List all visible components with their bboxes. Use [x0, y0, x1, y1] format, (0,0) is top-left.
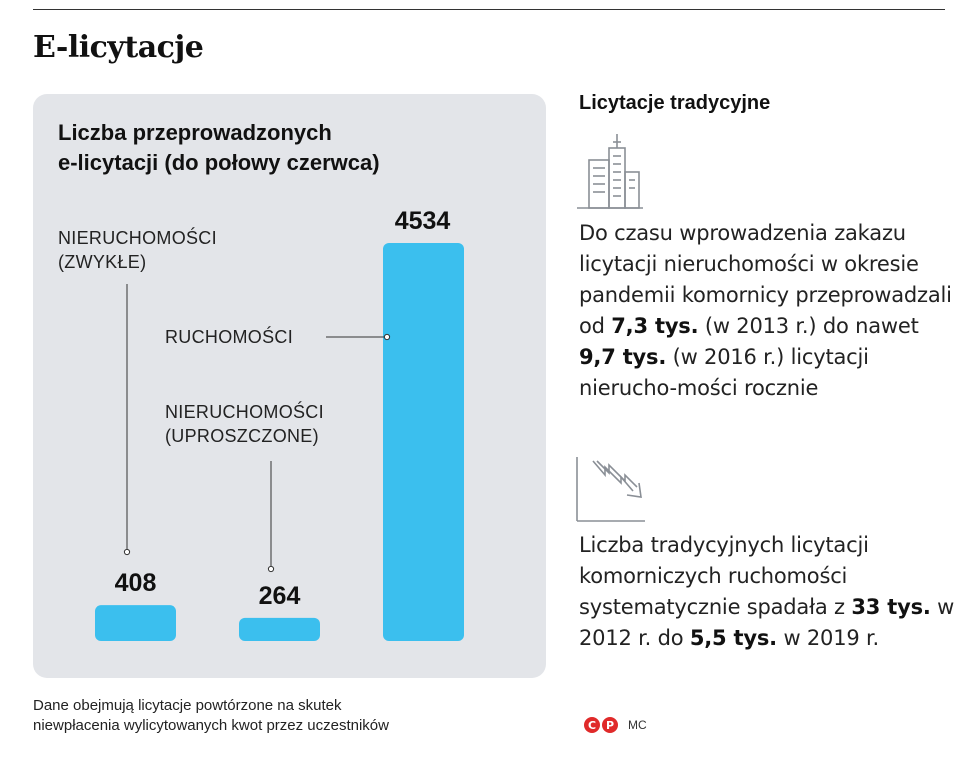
copyright-c-icon: C: [584, 717, 600, 733]
leader-dot: [268, 566, 273, 571]
value-label: 408: [114, 569, 157, 598]
text: Liczba tradycyjnych licytacji komorniczych ruchomości systematycznie spadała z: [579, 533, 869, 619]
footnote: [33, 696, 553, 736]
value-label: 264: [258, 581, 301, 610]
value-label: 4534: [394, 207, 451, 235]
highlight-value: 9,7 tys.: [579, 345, 667, 369]
label-line: RUCHOMOŚCI: [165, 327, 293, 347]
leader-dot: [384, 334, 389, 339]
author-initials: MC: [628, 718, 647, 732]
label-line: NIERUCHOMOŚCI: [58, 228, 217, 248]
chart-title-line1: Liczba przeprowadzonych: [58, 120, 332, 145]
label-line: (UPROSZCZONE): [165, 426, 319, 446]
highlight-value: 5,5 tys.: [689, 626, 777, 650]
bar: [383, 243, 464, 641]
section-title: Licytacje tradycyjne: [579, 92, 771, 114]
chart-title-line2: e-licytacji (do połowy czerwca): [58, 150, 380, 175]
text: (w 2016 r.) licytacji nierucho-mości rocznie: [579, 345, 869, 400]
bar: [239, 618, 320, 641]
declining-trend-icon: [575, 455, 647, 525]
highlight-value: 7,3 tys.: [611, 314, 699, 338]
copyright-mark: [584, 717, 647, 733]
text: w 2012 r. do: [579, 595, 955, 650]
label-line: (ZWYKŁE): [58, 252, 147, 272]
office-building-icon: [575, 130, 645, 210]
footnote-line2: niewpłacenia wylicytowanych kwot przez uczestników: [33, 717, 389, 734]
copyright-p-icon: P: [602, 717, 618, 733]
text: Do czasu wprowadzenia zakazu licytacji nieruchomości w okresie pandemii komornicy przeprowadzali od: [579, 221, 952, 338]
paragraph-traditional-real-estate: [579, 218, 959, 404]
text: w 2019 r.: [776, 626, 879, 650]
label-line: NIERUCHOMOŚCI: [165, 402, 324, 422]
bar: [95, 605, 176, 641]
highlight-value: 33 tys.: [851, 595, 931, 619]
paragraph-traditional-movables: [579, 530, 959, 654]
page-title: E-licytacje: [33, 30, 204, 65]
text: (w 2013 r.) do nawet: [698, 314, 919, 338]
footnote-line1: Dane obejmują licytacje powtórzone na skutek: [33, 697, 342, 714]
leader-dot: [124, 549, 129, 554]
